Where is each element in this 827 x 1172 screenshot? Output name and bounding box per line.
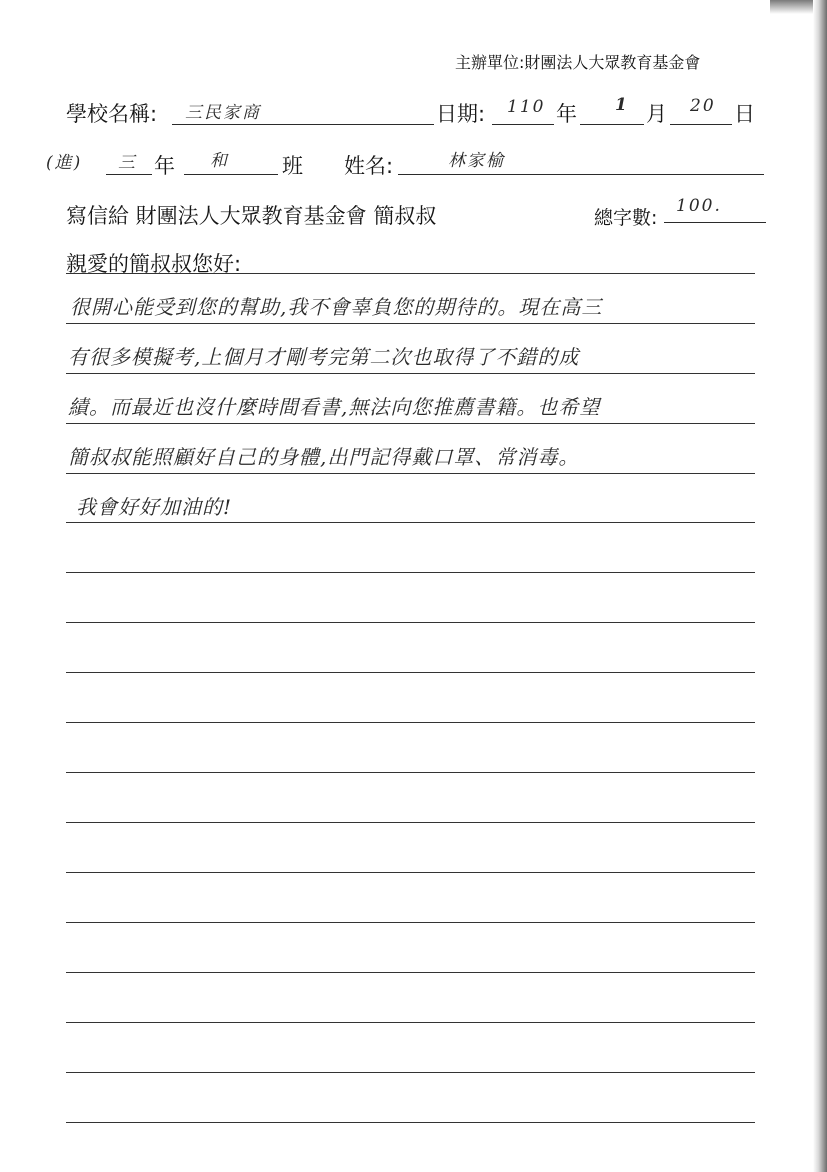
date-day-value: 20 <box>690 96 716 116</box>
class-name-underline <box>184 174 278 175</box>
ruled-line <box>66 323 755 324</box>
ruled-line <box>66 1072 755 1073</box>
class-prefix-value: (進) <box>46 153 83 173</box>
greeting-text: 親愛的簡叔叔您好: <box>66 252 242 276</box>
body-line-3: 績。而最近也沒什麼時間看書,無法向您推薦書籍。也希望 <box>68 395 601 419</box>
word-count-underline <box>664 222 766 223</box>
date-year-unit: 年 <box>556 102 577 126</box>
ruled-line <box>66 1022 755 1023</box>
class-grade-unit: 年 <box>154 154 175 178</box>
student-name-underline <box>398 174 764 175</box>
class-name-value: 和 <box>210 151 229 171</box>
date-year-underline <box>492 124 554 125</box>
recipient-text: 寫信給 財團法人大眾教育基金會 簡叔叔 <box>66 204 437 228</box>
student-name-value: 林家榆 <box>448 151 505 171</box>
ruled-line <box>66 373 755 374</box>
ruled-line <box>66 822 755 823</box>
word-count-value: 100. <box>676 196 722 216</box>
ruled-line <box>66 622 755 623</box>
ruled-line <box>66 273 755 274</box>
school-label: 學校名稱: <box>66 102 158 126</box>
class-grade-underline <box>106 174 152 175</box>
ruled-line <box>66 872 755 873</box>
date-month-unit: 月 <box>646 102 667 126</box>
scan-edge-right <box>813 0 827 1172</box>
ruled-line <box>66 1122 755 1123</box>
date-month-value: 1 <box>615 95 629 115</box>
date-label: 日期: <box>436 102 486 126</box>
ruled-line <box>66 473 755 474</box>
ruled-line <box>66 672 755 673</box>
body-line-4: 簡叔叔能照顧好自己的身體,出門記得戴口罩、常消毒。 <box>68 445 580 469</box>
ruled-line <box>66 423 755 424</box>
body-line-1: 很開心能受到您的幫助,我不會辜負您的期待的。現在高三 <box>70 295 603 319</box>
class-unit: 班 <box>282 154 303 178</box>
body-line-2: 有很多模擬考,上個月才剛考完第二次也取得了不錯的成 <box>68 345 580 369</box>
ruled-line <box>66 772 755 773</box>
word-count-label: 總字數: <box>594 207 658 229</box>
body-line-5: 我會好好加油的! <box>76 495 233 519</box>
date-day-unit: 日 <box>734 102 755 126</box>
ruled-line <box>66 922 755 923</box>
ruled-line <box>66 972 755 973</box>
ruled-line <box>66 572 755 573</box>
date-month-underline <box>580 124 644 125</box>
date-year-value: 110 <box>507 97 546 117</box>
student-name-label: 姓名: <box>344 154 394 178</box>
school-underline <box>172 124 434 125</box>
date-day-underline <box>670 124 732 125</box>
ruled-line <box>66 522 755 523</box>
class-grade-value: 三 <box>118 153 137 173</box>
organizer-label: 主辦單位:財團法人大眾教育基金會 <box>455 53 701 72</box>
ruled-line <box>66 722 755 723</box>
school-value: 三民家商 <box>185 103 261 123</box>
